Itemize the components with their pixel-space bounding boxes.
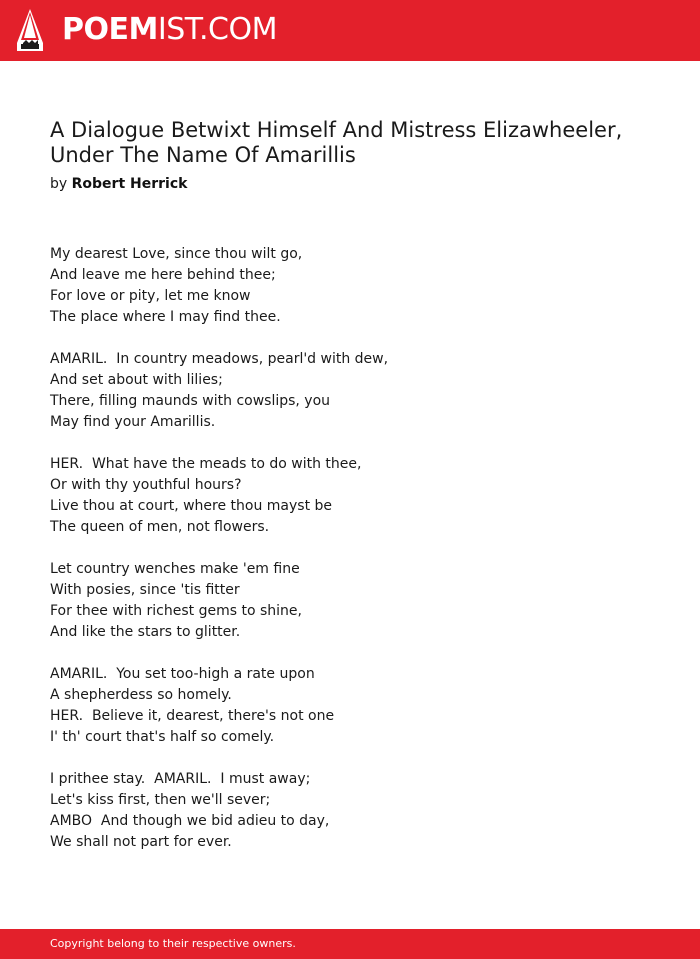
stanza xyxy=(50,664,650,748)
poem-line: The place where I may find thee. xyxy=(50,309,281,325)
poem-line: There, filling maunds with cowslips, you xyxy=(50,393,331,409)
poem-line: And set about with lilies; xyxy=(50,372,223,388)
poem-line: For love or pity, let me know xyxy=(50,288,251,304)
poem-line: AMARIL. You set too-high a rate upon xyxy=(50,666,315,682)
stanza xyxy=(50,559,650,643)
site-footer xyxy=(0,929,700,959)
poem-title: A Dialogue Betwixt Himself And Mistress Elizawheeler, Under The Name Of Amarillis xyxy=(50,118,623,167)
poem-line: My dearest Love, since thou wilt go, xyxy=(50,246,303,262)
poem-line: And like the stars to glitter. xyxy=(50,624,241,640)
poem-line: Let's kiss first, then we'll sever; xyxy=(50,792,271,808)
poem-line: For thee with richest gems to shine, xyxy=(50,603,302,619)
poem-line: Live thou at court, where thou mayst be xyxy=(50,498,333,514)
poem-line: Or with thy youthful hours? xyxy=(50,477,242,493)
poem-line: HER. Believe it, dearest, there's not one xyxy=(50,708,335,724)
stanza xyxy=(50,769,650,853)
pencil-logo-icon[interactable] xyxy=(17,9,43,51)
site-logo[interactable] xyxy=(62,12,277,48)
poem-line: The queen of men, not flowers. xyxy=(50,519,270,535)
stanza xyxy=(50,349,650,433)
poem-body xyxy=(50,244,650,874)
poem-line: I' th' court that's half so comely. xyxy=(50,729,275,745)
logo-text-bold: POEM xyxy=(62,12,158,47)
poem-line: And leave me here behind thee; xyxy=(50,267,276,283)
poem-line: With posies, since 'tis fitter xyxy=(50,582,240,598)
poem-line: We shall not part for ever. xyxy=(50,834,232,850)
poem-line: AMBO And though we bid adieu to day, xyxy=(50,813,330,829)
poem-line: AMARIL. In country meadows, pearl'd with dew, xyxy=(50,351,389,367)
poem-line: A shepherdess so homely. xyxy=(50,687,232,703)
by-label: by xyxy=(50,176,68,192)
poem-line: Let country wenches make 'em fine xyxy=(50,561,300,577)
site-header xyxy=(0,0,700,61)
author-name: Robert Herrick xyxy=(71,176,188,192)
copyright-text: Copyright belong to their respective owners. xyxy=(50,937,296,950)
stanza xyxy=(50,454,650,538)
poem-line: I prithee stay. AMARIL. I must away; xyxy=(50,771,311,787)
stanza xyxy=(50,244,650,328)
poem-line: May find your Amarillis. xyxy=(50,414,216,430)
logo-text-light: IST.COM xyxy=(157,12,277,47)
poem-line: HER. What have the meads to do with thee, xyxy=(50,456,362,472)
poem-byline xyxy=(50,175,187,193)
